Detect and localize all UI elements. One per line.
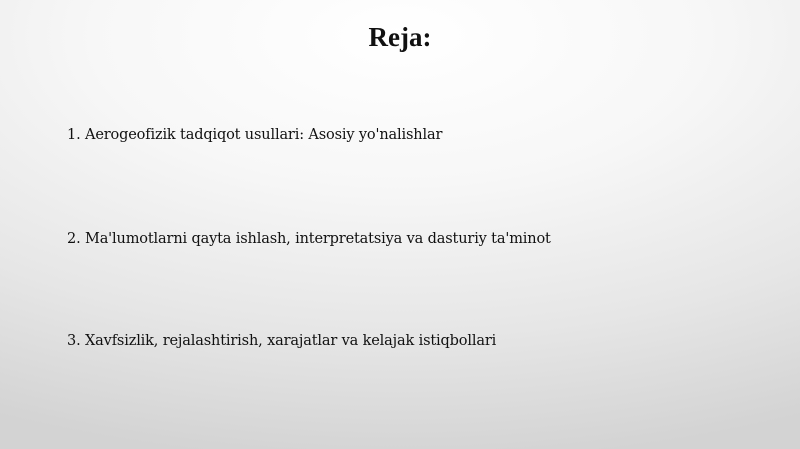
plan-item-3: 3. Xavfsizlik, rejalashtirish, xarajatlar va kelajak istiqbollari	[67, 333, 497, 349]
slide-title: Reja:	[368, 22, 432, 52]
plan-item-2: 2. Ma'lumotlarni qayta ishlash, interpretatsiya va dasturiy ta'minot	[67, 231, 551, 247]
plan-item-1: 1. Aerogeofizik tadqiqot usullari: Asosiy yo'nalishlar	[67, 127, 443, 143]
